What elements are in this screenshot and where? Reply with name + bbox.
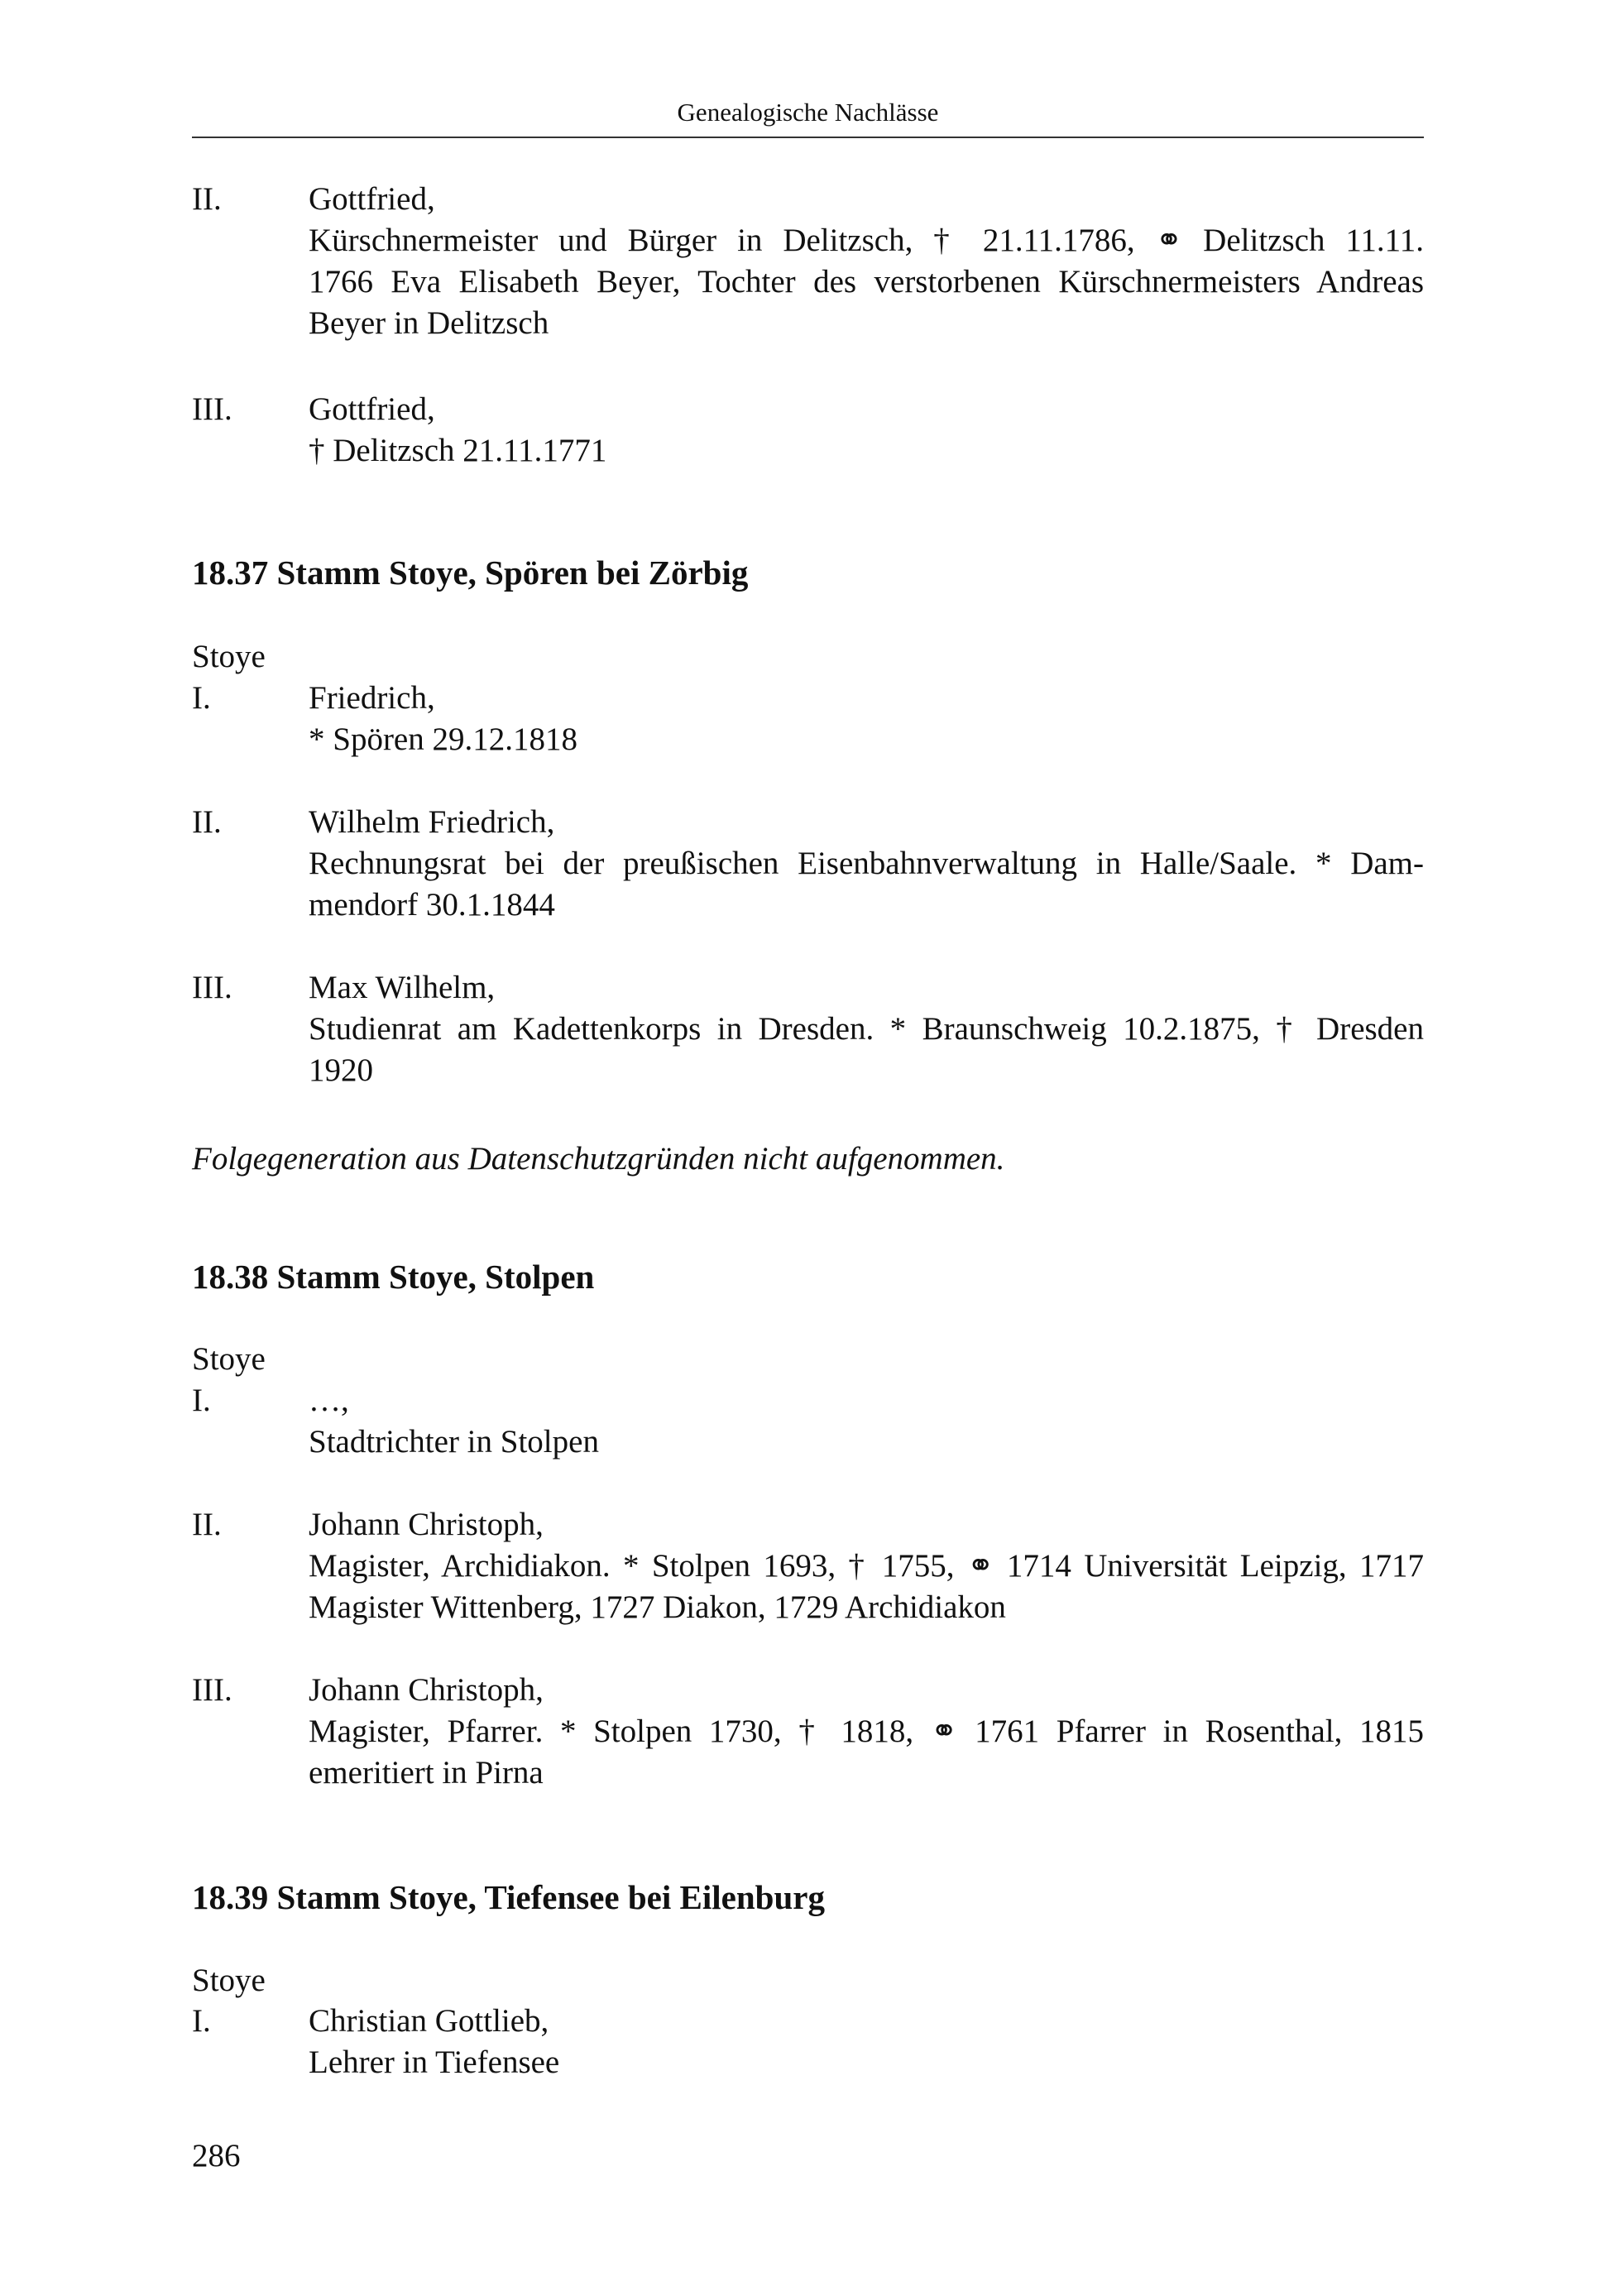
person-name: Max Wilhelm,	[309, 970, 496, 1005]
entry-body	[309, 1504, 1424, 1628]
family-name: Stoye	[192, 639, 266, 674]
page-number: 286	[192, 2138, 241, 2174]
entry-detail-line: 1766 Eva Elisabeth Beyer, Tochter des verstorbenen Kürschnermeisters Andreas	[309, 264, 1424, 300]
entry-detail-line: 1920	[309, 1052, 373, 1088]
generation-number: III.	[192, 1672, 232, 1708]
entry-detail-line: Beyer in Delitzsch	[309, 305, 549, 341]
genealogy-entry	[192, 389, 1424, 472]
generation-number: I.	[192, 680, 211, 716]
person-name: Johann Christoph,	[309, 1507, 544, 1542]
person-name: Johann Christoph,	[309, 1672, 544, 1708]
entry-body	[309, 967, 1424, 1091]
person-name: Wilhelm Friedrich,	[309, 804, 555, 840]
entry-detail-line: † Delitzsch 21.11.1771	[309, 433, 607, 468]
entry-detail-line: mendorf 30.1.1844	[309, 887, 555, 923]
generation-number: II.	[192, 804, 222, 840]
section-heading: 18.39 Stamm Stoye, Tiefensee bei Eilenburg	[192, 1878, 825, 1916]
generation-number: III.	[192, 391, 232, 427]
entry-detail-line: emeritiert in Pirna	[309, 1755, 544, 1790]
entry-detail-line: Magister Wittenberg, 1727 Diakon, 1729 Archidiakon	[309, 1589, 1006, 1625]
entry-detail-line: Kürschnermeister und Bürger in Delitzsch, † 21.11.1786, ⚭ Delitzsch 11.11.	[309, 223, 1424, 258]
entry-detail-line: Magister, Pfarrer. * Stolpen 1730, † 1818, ⚭ 1761 Pfarrer in Rosenthal, 1815	[309, 1714, 1424, 1749]
genealogy-entry	[192, 678, 1424, 760]
person-name: Gottfried,	[309, 391, 435, 427]
entry-body	[309, 678, 1424, 760]
entry-detail-line: Magister, Archidiakon. * Stolpen 1693, † 1755, ⚭ 1714 Universität Leipzig, 1717	[309, 1548, 1424, 1584]
privacy-note: Folgegeneration aus Datenschutzgründen nicht aufgenommen.	[192, 1141, 1005, 1177]
section-heading: 18.38 Stamm Stoye, Stolpen	[192, 1258, 595, 1296]
genealogy-entry	[192, 179, 1424, 344]
entry-detail-line: Studienrat am Kadettenkorps in Dresden. * Braunschweig 10.2.1875, † Dresden	[309, 1011, 1424, 1047]
generation-number: III.	[192, 970, 232, 1005]
entry-detail-line: Stadtrichter in Stolpen	[309, 1424, 599, 1460]
entry-detail-line: * Spören 29.12.1818	[309, 721, 577, 757]
person-name: Friedrich,	[309, 680, 435, 716]
generation-number: I.	[192, 2003, 211, 2039]
genealogy-entry	[192, 2001, 1424, 2083]
entry-body	[309, 179, 1424, 344]
genealogy-entry	[192, 1380, 1424, 1463]
person-name: Gottfried,	[309, 181, 435, 217]
generation-number: II.	[192, 181, 222, 217]
entry-body	[309, 389, 1424, 472]
genealogy-entry	[192, 967, 1424, 1091]
genealogy-entry	[192, 802, 1424, 926]
family-name: Stoye	[192, 1341, 266, 1377]
entry-detail-line: Lehrer in Tiefensee	[309, 2044, 560, 2080]
generation-number: I.	[192, 1383, 211, 1418]
section-heading: 18.37 Stamm Stoye, Spören bei Zörbig	[192, 554, 749, 592]
entry-body	[309, 802, 1424, 926]
family-name: Stoye	[192, 1963, 266, 1998]
person-name: Christian Gottlieb,	[309, 2003, 549, 2039]
genealogy-entry	[192, 1670, 1424, 1794]
person-name: …,	[309, 1383, 349, 1418]
genealogy-entry	[192, 1504, 1424, 1628]
entry-body	[309, 1670, 1424, 1794]
running-header: Genealogische Nachlässe	[677, 98, 939, 127]
header-rule	[192, 137, 1424, 138]
generation-number: II.	[192, 1507, 222, 1542]
entry-body	[309, 1380, 1424, 1463]
entry-detail-line: Rechnungsrat bei der preußischen Eisenbahnverwaltung in Halle/Saale. * Dam-	[309, 846, 1424, 881]
entry-body	[309, 2001, 1424, 2083]
